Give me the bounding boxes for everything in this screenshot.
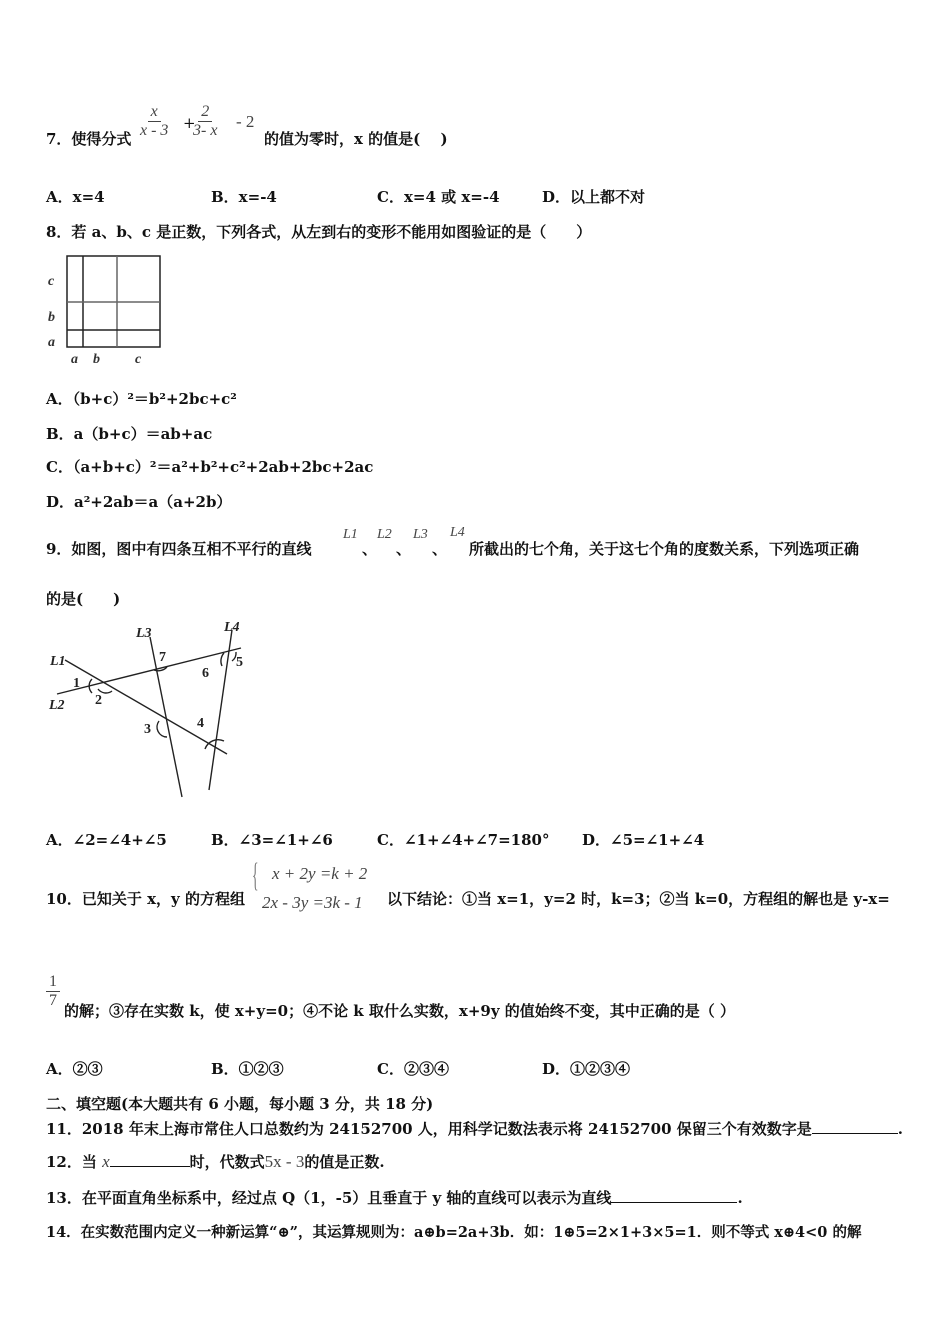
fig9-angle-7: 7 <box>159 650 166 665</box>
fig9-label-l3: L3 <box>136 626 152 641</box>
fig9-label-l2: L2 <box>49 698 65 713</box>
fig8-label-c-left: c <box>48 274 55 289</box>
fig8-label-b-bottom: b <box>93 352 100 367</box>
q9-stem-a: 9．如图，图中有四条互相不平行的直线 <box>46 540 312 558</box>
q11-answer-blank[interactable] <box>812 1133 898 1134</box>
q11-stem: 11．2018 年末上海市常住人口总数约为 24152700 人，用科学记数法表示将 24152700 保留三个有效数字是 <box>46 1120 812 1138</box>
q11-end: . <box>897 1120 903 1138</box>
q13-end: . <box>737 1189 743 1207</box>
q7-f2-den: 3- x <box>193 122 218 139</box>
q8-square-figure <box>40 250 180 370</box>
q7-option-d: D．以上都不对 <box>542 188 646 206</box>
q9-lines-figure <box>40 615 260 805</box>
q10-prefix: 10．已知关于 x，y 的方程组 <box>46 890 245 908</box>
q12-a: 12．当 <box>46 1153 97 1171</box>
q10-option-d: D．①②③④ <box>542 1060 631 1078</box>
q12-c: 的值是正数. <box>304 1153 385 1171</box>
q10-eq2: 2x - 3y =3k - 1 <box>262 893 363 912</box>
q12-answer-blank[interactable] <box>110 1166 190 1167</box>
q9-stem-c: 的是( ) <box>46 590 121 608</box>
q9-option-b: B．∠3=∠1+∠6 <box>211 831 333 849</box>
fig9-label-l4: L4 <box>224 620 240 635</box>
q8-option-b: B．a（b+c）＝ab+ac <box>46 425 213 443</box>
q9-option-a: A．∠2=∠4+∠5 <box>46 831 167 849</box>
fig9-angle-5: 5 <box>236 655 243 670</box>
q7-minus: - 2 <box>236 112 255 131</box>
q10-eq1: x + 2y =k + 2 <box>272 864 368 883</box>
q7-option-a: A．x=4 <box>46 188 105 206</box>
fig9-angle-3: 3 <box>144 722 151 737</box>
q7-f2-num: 2 <box>198 103 212 122</box>
q9-option-d: D．∠5=∠1+∠4 <box>582 831 705 849</box>
q9-line-l2: L2 <box>377 527 392 542</box>
q10-option-c: C．②③④ <box>377 1060 449 1078</box>
fig9-angle-4: 4 <box>197 716 204 731</box>
q12-x: x <box>102 1152 110 1171</box>
fig9-angle-2: 2 <box>95 693 102 708</box>
q12-b: 时，代数式 <box>189 1153 265 1171</box>
q8-option-c: C．（a+b+c）²＝a²+b²+c²+2ab+2bc+2ac <box>46 458 374 476</box>
q7-suffix: 的值为零时，x 的值是( ) <box>264 130 448 148</box>
fig8-label-b-left: b <box>48 310 55 325</box>
equation-brace: { <box>252 857 259 894</box>
q9-sep: 、 <box>396 540 412 558</box>
q10-option-a: A．②③ <box>46 1060 103 1078</box>
q7-fraction-2 <box>193 103 217 140</box>
q8-option-a: A．（b+c）²＝b²+2bc+c² <box>46 390 237 408</box>
q9-option-c: C．∠1+∠4+∠7=180° <box>377 831 550 849</box>
q9-stem-b: 所截出的七个角，关于这七个角的度数关系，下列选项正确 <box>469 540 860 558</box>
q10-frac-num: 1 <box>46 973 60 992</box>
q10-fraction <box>46 973 60 1010</box>
q10-line2: 的解；③存在实数 k，使 x+y=0；④不论 k 取什么实数，x+9y 的值始终不变，其中正确的是（ ） <box>64 1002 736 1020</box>
q9-sep: 、 <box>432 540 448 558</box>
fig9-angle-1: 1 <box>73 676 80 691</box>
q13-stem: 13．在平面直角坐标系中，经过点 Q（1，-5）且垂直于 y 轴的直线可以表示为直线 <box>46 1189 612 1207</box>
q7-fraction-1 <box>140 103 168 140</box>
q7-f1-num: x <box>148 103 161 122</box>
q8-stem: 8．若 a、b、c 是正数，下列各式，从左到右的变形不能用如图验证的是（ ） <box>46 223 592 241</box>
q12-text <box>46 1151 385 1172</box>
q7-option-c: C．x=4 或 x=-4 <box>377 188 500 206</box>
q7-option-b: B．x=-4 <box>211 188 277 206</box>
q13-text <box>46 1187 743 1208</box>
q10-suffix: 以下结论：①当 x=1，y=2 时，k=3；②当 k=0，方程组的解也是 y-x= <box>387 890 890 908</box>
q7-f1-den: x - 3 <box>140 122 169 139</box>
q7-plus: + <box>183 114 196 132</box>
q12-expr: 5x - 3 <box>264 1152 305 1171</box>
q9-line-l1: L1 <box>343 527 358 542</box>
q7-prefix: 7．使得分式 <box>46 130 132 148</box>
fig8-label-c-bottom: c <box>135 352 142 367</box>
q10-frac-den: 7 <box>49 992 57 1009</box>
fig9-angle-6: 6 <box>202 666 209 681</box>
q14-text: 14．在实数范围内定义一种新运算“⊕”，其运算规则为：a⊕b=2a+3b．如：1⊕5=2×1+3×5=1．则不等式 x⊕4<0 的解 <box>46 1224 862 1241</box>
q9-sep: 、 <box>362 540 378 558</box>
fig9-label-l1: L1 <box>50 654 66 669</box>
q13-answer-blank[interactable] <box>611 1202 737 1203</box>
q9-line-l4: L4 <box>450 525 465 540</box>
section-heading: 二、填空题(本大题共有 6 小题，每小题 3 分，共 18 分) <box>46 1095 434 1113</box>
q8-option-d: D．a²+2ab＝a（a+2b） <box>46 493 232 511</box>
fig8-label-a-bottom: a <box>71 352 78 367</box>
fig8-label-a-left: a <box>48 335 55 350</box>
q11-text <box>46 1118 903 1139</box>
q9-line-l3: L3 <box>413 527 428 542</box>
q10-option-b: B．①②③ <box>211 1060 284 1078</box>
